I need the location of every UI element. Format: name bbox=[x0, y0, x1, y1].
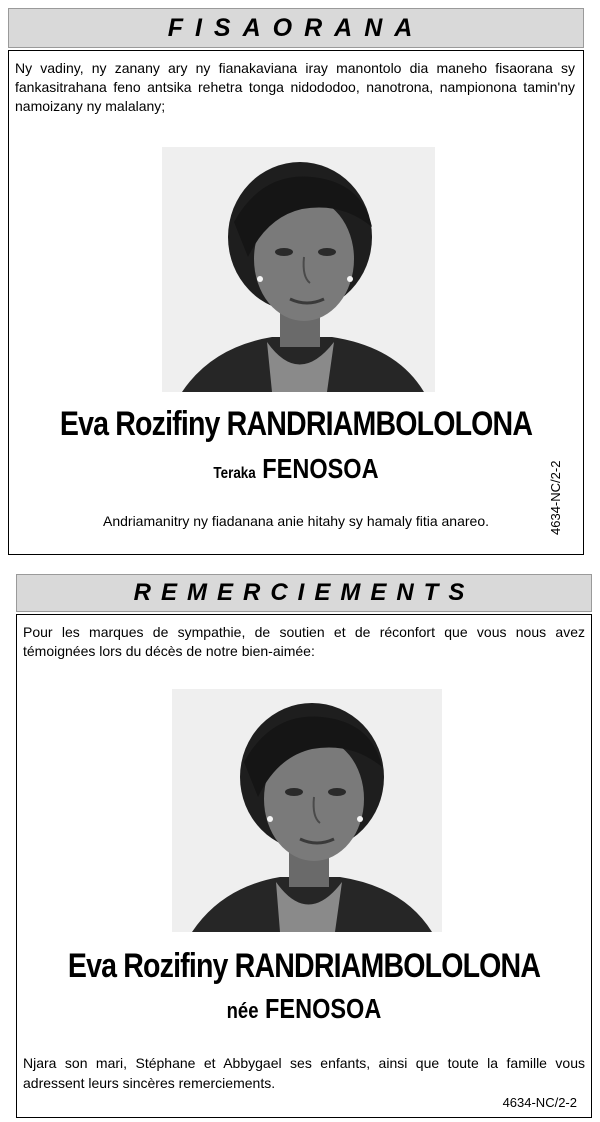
remerciements-maiden-name-line bbox=[63, 993, 545, 1025]
fisaorana-intro-text: Ny vadiny, ny zanany ary ny fianakaviana iray manontolo dia maneho fisaorana sy fankasitrahana feno antsika rehetra tonga nidododoo, nanotrona, nampionona tamin'ny namoizany ny malalany; bbox=[15, 60, 575, 114]
remerciements-closing-text: Njara son mari, Stéphane et Abbygael ses enfants, ainsi que toute la famille vous adressent leurs sincères remerciements. bbox=[23, 1055, 585, 1091]
fisaorana-header bbox=[8, 8, 584, 48]
remerciements-reference-code: 4634-NC/2-2 bbox=[502, 1095, 577, 1110]
remerciements-deceased-name: Eva Rozifiny RANDRIAMBOLOLONA bbox=[67, 947, 541, 985]
fisaorana-maiden-name-line bbox=[55, 453, 537, 485]
remerciements-sub-name: FENOSOA bbox=[265, 993, 382, 1024]
remerciements-sub-prefix: née bbox=[226, 998, 259, 1023]
fisaorana-deceased-name: Eva Rozifiny RANDRIAMBOLOLONA bbox=[59, 405, 533, 443]
fisaorana-sub-prefix: Teraka bbox=[213, 465, 256, 482]
fisaorana-title: FISAORANA bbox=[167, 14, 425, 42]
remerciements-header bbox=[16, 574, 592, 612]
fisaorana-closing-text: Andriamanitry ny fiadanana anie hitahy sy hamaly fitia anareo. bbox=[103, 513, 489, 529]
remerciements-title: REMERCIEMENTS bbox=[133, 579, 475, 606]
remerciements-panel bbox=[16, 614, 592, 1118]
fisaorana-sub-name: FENOSOA bbox=[262, 453, 379, 484]
fisaorana-panel bbox=[8, 50, 584, 555]
fisaorana-reference-code: 4634-NC/2-2 bbox=[548, 460, 563, 535]
fisaorana-portrait-photo bbox=[162, 147, 435, 392]
remerciements-intro-text: Pour les marques de sympathie, de soutien et de réconfort que vous nous avez témoignées lors du décès de notre bien-aimée: bbox=[23, 624, 585, 659]
remerciements-portrait-photo bbox=[172, 689, 442, 932]
